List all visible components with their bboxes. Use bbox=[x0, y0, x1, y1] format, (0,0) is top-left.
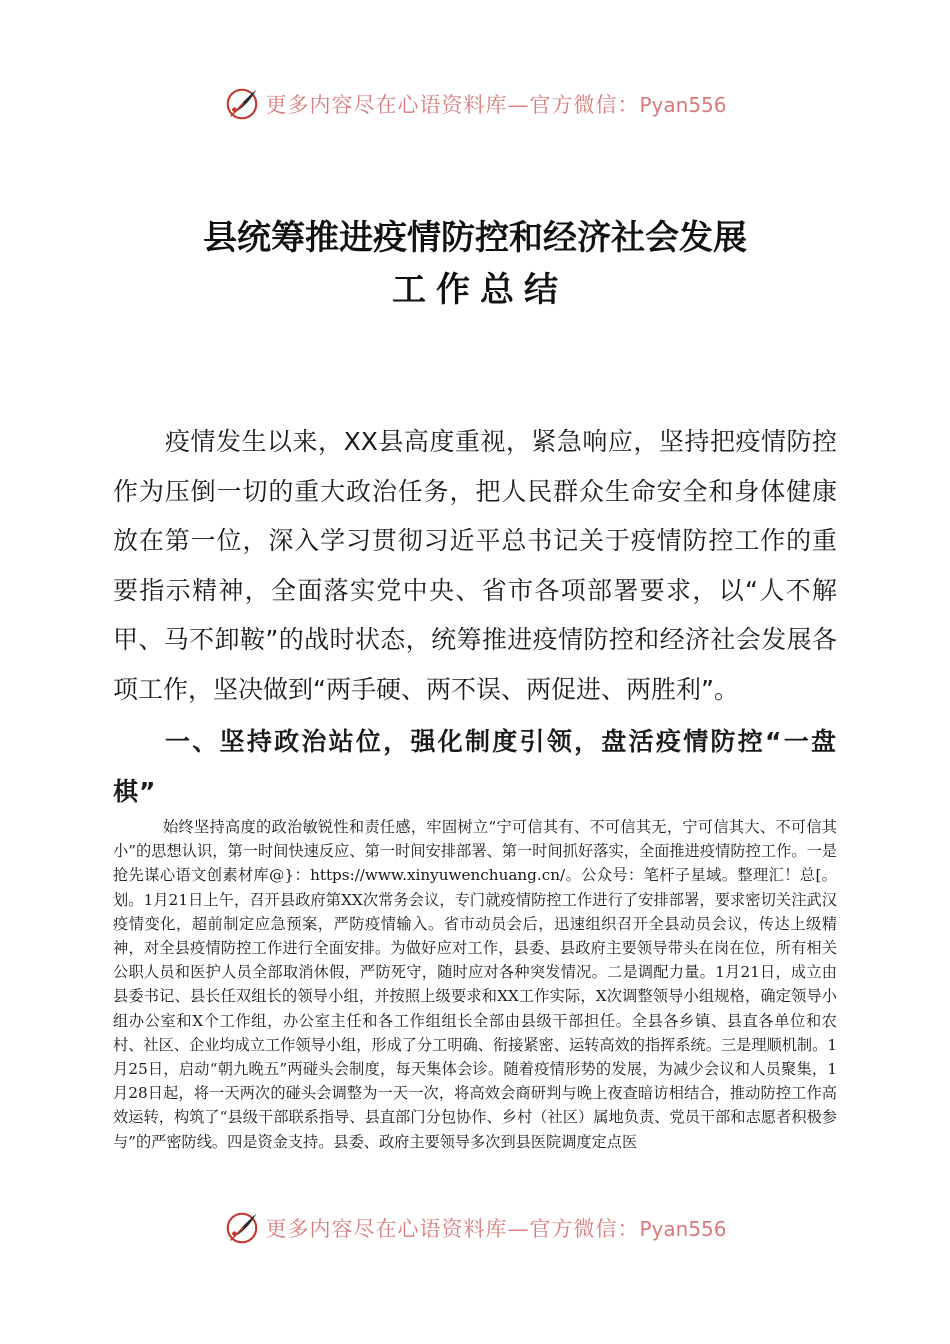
quill-pen-logo-icon bbox=[223, 1209, 261, 1247]
header-banner-text: 更多内容尽在心语资料库—官方微信：Pyan556 bbox=[265, 93, 727, 117]
header-wechat-id: Pyan556 bbox=[639, 93, 727, 117]
section-1-heading: 一、坚持政治站位，强化制度引领，盘活疫情防控“一盘棋” bbox=[113, 727, 837, 806]
document-title bbox=[0, 212, 950, 316]
footer-banner bbox=[0, 1208, 950, 1248]
footer-wechat-id: Pyan556 bbox=[639, 1217, 727, 1241]
intro-paragraph: 疫情发生以来，XX县高度重视，紧急响应，坚持把疫情防控作为压倒一切的重大政治任务，把人民群众生命安全和身体健康放在第一位，深入学习贯彻习近平总书记关于疫情防控工作的重要指示精神，全面落实党中央、省市各项部署要求，以“人不解甲、马不卸鞍”的战时状态，统筹推进疫情防控和经济社会发展各项工作，坚决做到“两手硬、两不误、两促进、两胜利”。 bbox=[113, 427, 837, 704]
section-1-body: 始终坚持高度的政治敏锐性和责任感，牢固树立“宁可信其有、不可信其无，宁可信其大、不可信其小”的思想认识，第一时间快速反应、第一时间安排部署、第一时间抓好落实，全面推进疫情防控工作。一是抢先谋心语文创素材库@}：https://www.xinyuwenchuang.cn/。公众号：笔杆子星域。整理汇！总[。划。1月21日上午，召开县政府第XX次常务会议，专门就疫情防控工作进行了安排部署，要求密切关注武汉疫情变化，超前制定应急预案，严防疫情输入。省市动员会后，迅速组织召开全县动员会议，传达上级精神，对全县疫情防控工作进行全面安排。为做好应对工作，县委、县政府主要领导带头在岗在位，所有相关公职人员和医护人员全部取消休假，严防死守，随时应对各种突发情况。二是调配力量。1月21日，成立由县委书记、县长任双组长的领导小组，并按照上级要求和XX工作实际，X次调整领导小组规格，确定领导小组办公室和X个工作组，办公室主任和各工作组组长全部由县级干部担任。全县各乡镇、县直各单位和农村、社区、企业均成立工作领导小组，形成了分工明确、衔接紧密、运转高效的指挥系统。三是理顺机制。1月25日，启动“朝九晚五”两碰头会制度，每天集体会诊。随着疫情形势的发展，为减少会议和人员聚集，1月28日起，将一天两次的碰头会调整为一天一次，将高效会商研判与晚上夜查暗访相结合，推动防控工作高效运转，构筑了“县级干部联系指导、县直部门分包协作、乡村（社区）属地负责、党员干部和志愿者积极参与”的严密防线。四是资金支持。县委、政府主要领导多次到县医院调度定点医 bbox=[113, 818, 837, 1151]
header-banner bbox=[0, 84, 950, 124]
title-line-1: 县统筹推进疫情防控和经济社会发展 bbox=[203, 218, 747, 258]
quill-pen-logo-icon bbox=[223, 85, 261, 123]
title-line-2: 工作总结 bbox=[392, 270, 568, 310]
footer-banner-text: 更多内容尽在心语资料库—官方微信：Pyan556 bbox=[265, 1217, 727, 1241]
